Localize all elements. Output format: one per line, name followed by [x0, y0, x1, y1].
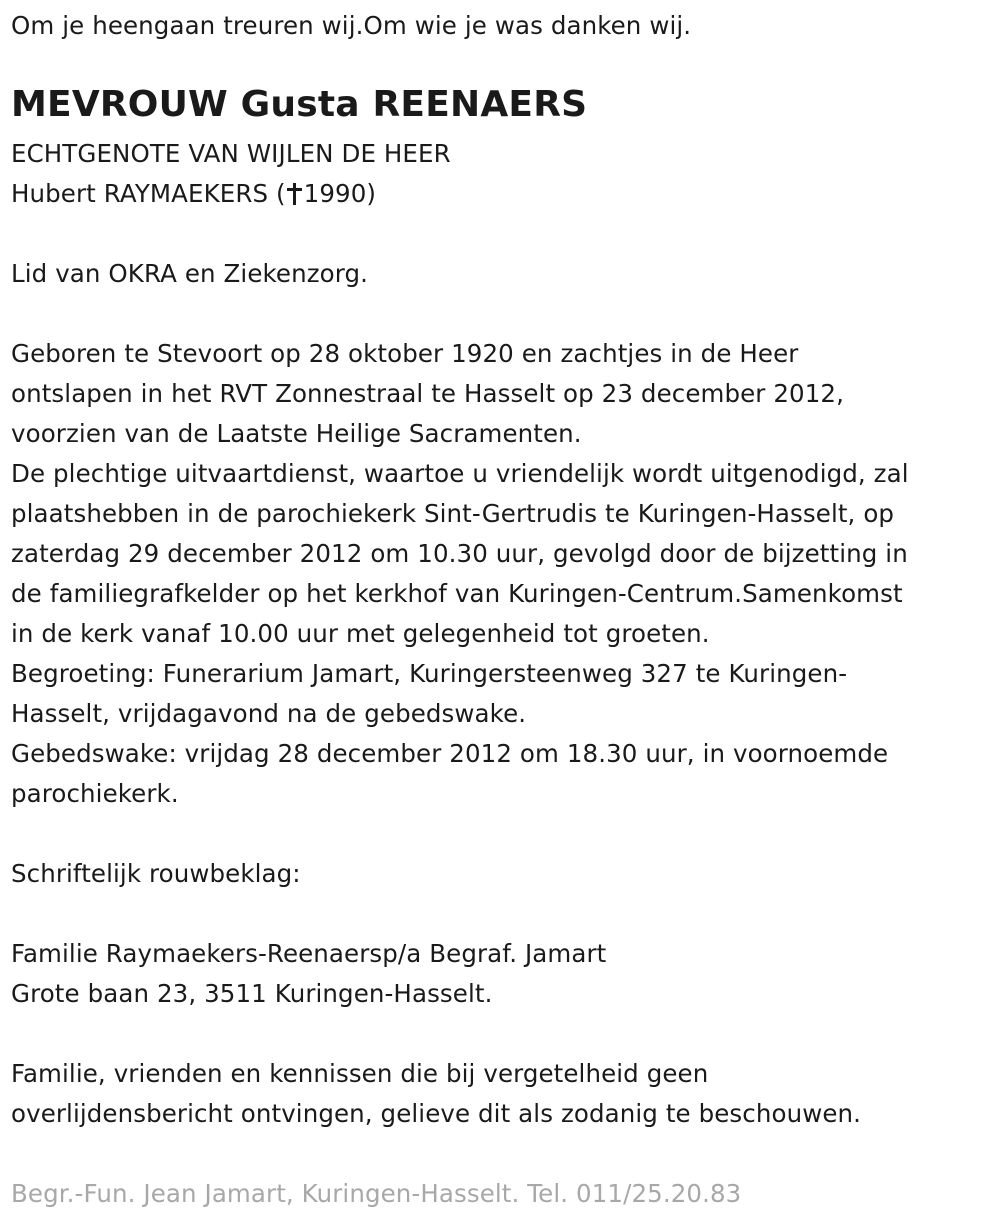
- spouse-name: Hubert RAYMAEKERS (: [11, 179, 286, 208]
- cross-icon: [287, 183, 301, 205]
- closing-line: overlijdensbericht ontvingen, gelieve dit als zodanig te beschouwen.: [11, 1099, 862, 1128]
- body-line: zaterdag 29 december 2012 om 10.30 uur, gevolgd door de bijzetting in: [11, 539, 908, 568]
- body-line: parochiekerk.: [11, 779, 179, 808]
- address-line: Familie Raymaekers-Reenaersp/a Begraf. Jamart: [11, 939, 607, 968]
- relation-line: ECHTGENOTE VAN WIJLEN DE HEER: [11, 139, 451, 168]
- body-line: voorzien van de Laatste Heilige Sacramenten.: [11, 419, 582, 448]
- body-line: plaatshebben in de parochiekerk Sint-Gertrudis te Kuringen-Hasselt, op: [11, 499, 895, 528]
- body-line: De plechtige uitvaartdienst, waartoe u vriendelijk wordt uitgenodigd, zal: [11, 459, 909, 488]
- body-line: ontslapen in het RVT Zonnestraal te Hasselt op 23 december 2012,: [11, 379, 844, 408]
- funeral-home-footer: Begr.-Fun. Jean Jamart, Kuringen-Hasselt. Tel. 011/25.20.83: [11, 1179, 742, 1208]
- body-line: Begroeting: Funerarium Jamart, Kuringersteenweg 327 te Kuringen-: [11, 659, 848, 688]
- body-line: in de kerk vanaf 10.00 uur met gelegenheid tot groeten.: [11, 619, 710, 648]
- body-line: Hasselt, vrijdagavond na de gebedswake.: [11, 699, 527, 728]
- spouse-line: [11, 174, 376, 214]
- body-line: de familiegrafkelder op het kerkhof van Kuringen-Centrum.Samenkomst: [11, 579, 903, 608]
- body-line: Geboren te Stevoort op 28 oktober 1920 en zachtjes in de Heer: [11, 339, 799, 368]
- spouse-death-year: 1990): [303, 179, 377, 208]
- condolence-heading: Schriftelijk rouwbeklag:: [11, 859, 301, 888]
- address-line: Grote baan 23, 3511 Kuringen-Hasselt.: [11, 979, 493, 1008]
- closing-line: Familie, vrienden en kennissen die bij vergetelheid geen: [11, 1059, 709, 1088]
- motto: Om je heengaan treuren wij.Om wie je was danken wij.: [11, 11, 692, 40]
- body-line: Gebedswake: vrijdag 28 december 2012 om 18.30 uur, in voornoemde: [11, 739, 889, 768]
- membership: Lid van OKRA en Ziekenzorg.: [11, 259, 369, 288]
- deceased-name: MEVROUW Gusta REENAERS: [11, 84, 588, 125]
